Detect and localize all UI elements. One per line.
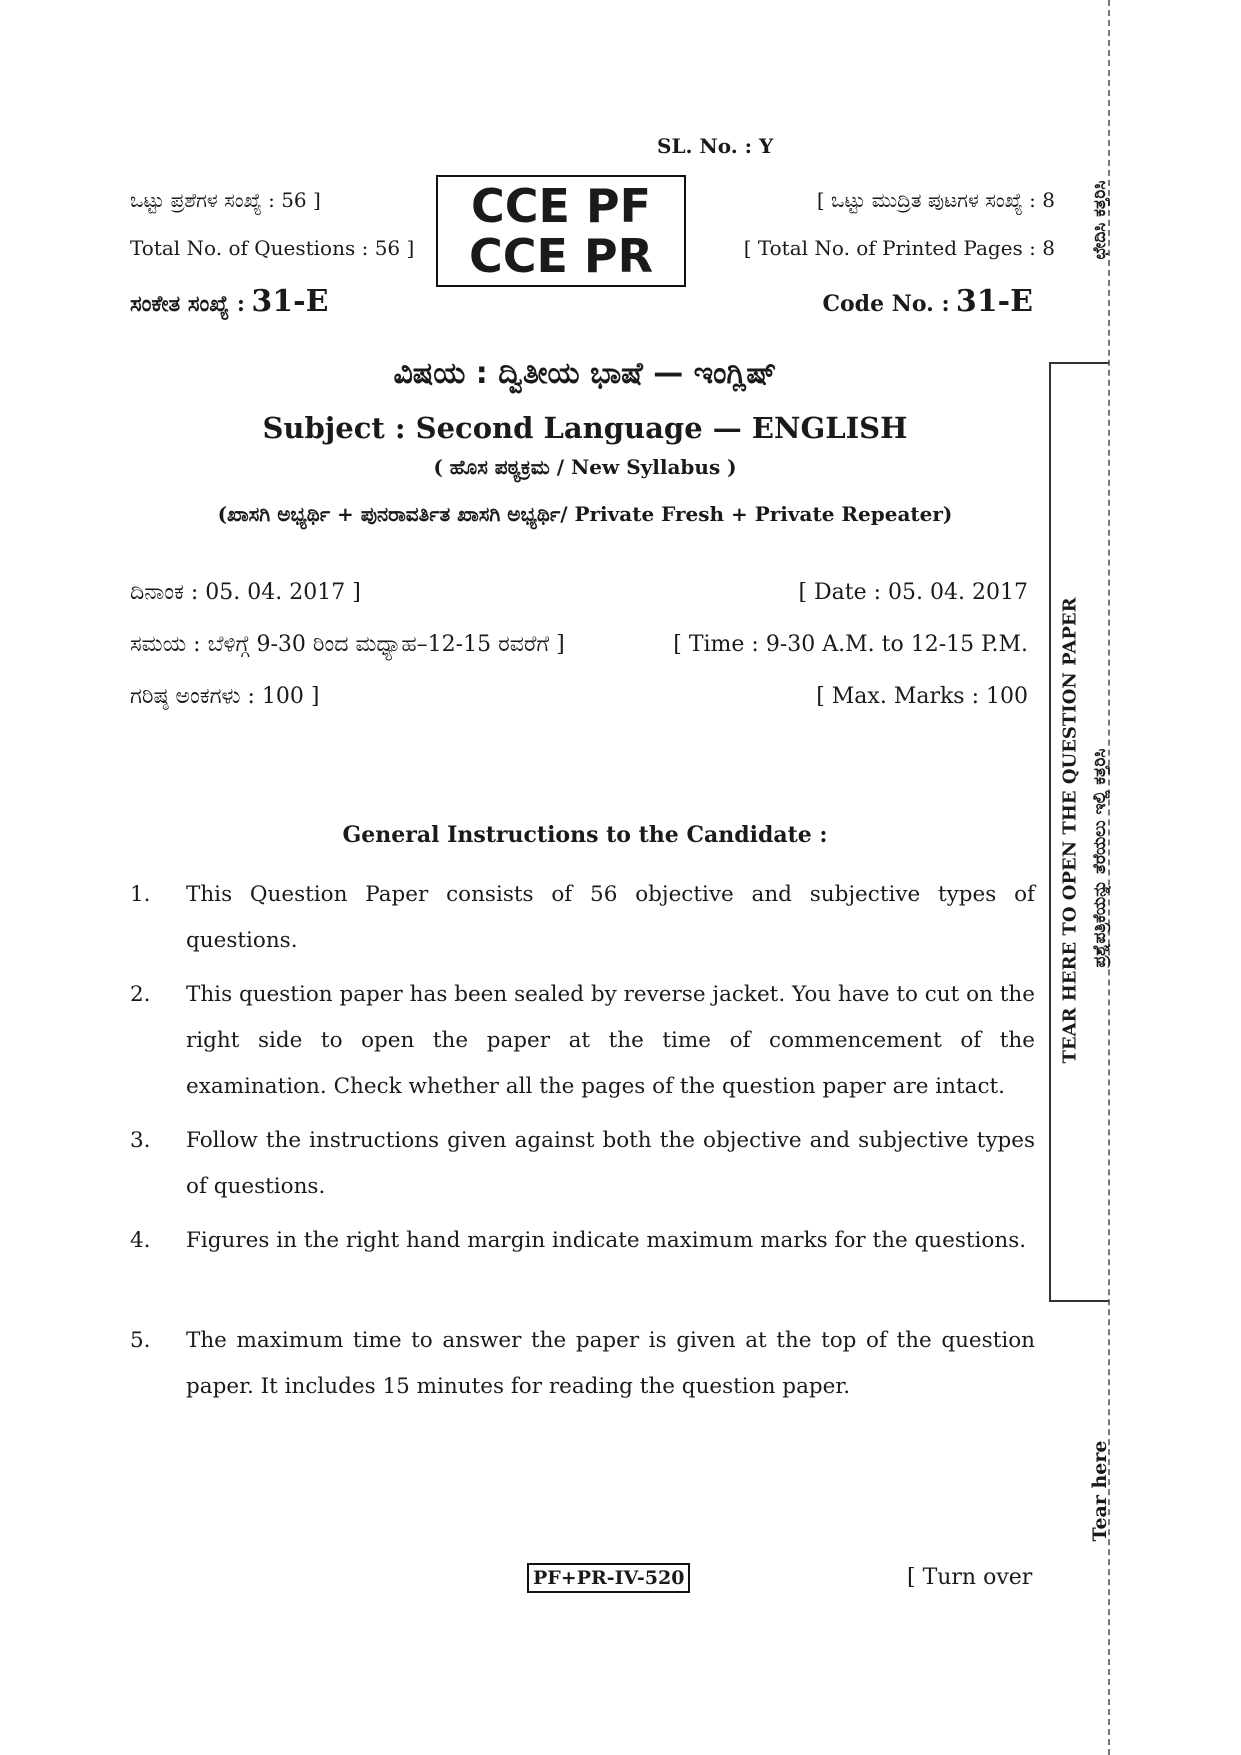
exam-time: [ Time : 9-30 A.M. to 12-15 P.M.	[673, 632, 1028, 657]
instruction-item	[130, 1318, 1035, 1410]
instruction-text: This question paper has been sealed by reverse jacket. You have to cut on the right side to open the paper at the time of commencement of the examination. Check whether all the pages of the question paper are intact.	[186, 982, 1035, 1099]
paper-code-pf: CCE PF	[470, 179, 652, 233]
instructions-title: General Instructions to the Candidate :	[342, 822, 828, 848]
candidate-type: (ಖಾಸಗಿ ಅಭ್ಯರ್ಥಿ + ಪುನರಾವರ್ತಿತ ಖಾಸಗಿ ಅಭ್ಯರ್ಥಿ/ Private Fresh + Private Repeater)	[217, 502, 953, 526]
code-number-kannada-value: 31-E	[251, 284, 329, 319]
tear-instruction-english: TEAR HERE TO OPEN THE QUESTION PAPER	[1059, 597, 1081, 1064]
serial-number: SL. No. : Y	[657, 134, 774, 158]
total-questions: Total No. of Questions : 56 ]	[130, 236, 415, 260]
subject-kannada: ವಿಷಯ : ದ್ವಿತೀಯ ಭಾಷೆ — ಇಂಗ್ಲಿಷ್	[393, 356, 777, 391]
instruction-number: 5.	[130, 1328, 151, 1353]
instruction-item	[130, 872, 1035, 964]
turn-over-note: [ Turn over	[907, 1565, 1033, 1590]
instruction-number: 2.	[130, 982, 151, 1007]
code-number-kannada-label: ಸಂಕೇತ ಸಂಖ್ಯೆ :	[130, 291, 246, 317]
instruction-text: Figures in the right hand margin indicate maximum marks for the questions.	[186, 1228, 1027, 1253]
marks-kannada: ಗರಿಷ್ಠ ಅಂಕಗಳು : 100 ]	[130, 684, 320, 709]
code-number	[823, 284, 1034, 319]
syllabus-note: ( ಹೊಸ ಪಠ್ಯಕ್ರಮ / New Syllabus )	[433, 455, 737, 479]
paper-code-box	[436, 175, 686, 287]
instruction-item	[130, 972, 1035, 1110]
instruction-text: This Question Paper consists of 56 objective and subjective types of questions.	[186, 882, 1035, 953]
tear-here-label: Tear here	[1089, 1440, 1111, 1542]
tear-instruction-kannada: ಪ್ರಶ್ನೆಪತ್ರಿಕೆಯನ್ನು ತೆರೆಯಲು ಇಲ್ಲಿ ಕತ್ತರಿಸಿ	[1090, 748, 1110, 968]
paper-footer-code: PF+PR-IV-520	[527, 1563, 690, 1593]
tear-label-kannada: ಛೇದಿಸಿ ಕತ್ತರಿಸಿ	[1090, 180, 1110, 260]
instruction-text: The maximum time to answer the paper is given at the top of the question paper. It includes 15 minutes for reading the question paper.	[186, 1328, 1035, 1399]
instruction-item	[130, 1118, 1035, 1210]
total-pages-kannada: [ ಒಟ್ಟು ಮುದ್ರಿತ ಪುಟಗಳ ಸಂಖ್ಯೆ : 8	[816, 188, 1055, 212]
instruction-number: 1.	[130, 882, 151, 907]
total-questions-kannada: ಒಟ್ಟು ಪ್ರಶೆಗಳ ಸಂಖ್ಯೆ : 56 ]	[130, 188, 321, 212]
instruction-item	[130, 1218, 1035, 1264]
paper-code-pr: CCE PR	[468, 229, 654, 283]
code-number-value: 31-E	[955, 284, 1033, 319]
instruction-number: 4.	[130, 1228, 151, 1253]
instruction-number: 3.	[130, 1128, 151, 1153]
code-number-kannada	[130, 284, 328, 319]
time-kannada: ಸಮಯ : ಬೆಳಿಗ್ಗೆ 9-30 ರಿಂದ ಮಧ್ಯಾಹ–12-15 ರವರೆಗೆ ]	[130, 632, 565, 657]
code-number-label: Code No. :	[822, 291, 950, 317]
date-kannada: ದಿನಾಂಕ : 05. 04. 2017 ]	[130, 580, 361, 605]
subject-title: Subject : Second Language — ENGLISH	[262, 411, 908, 445]
total-pages: [ Total No. of Printed Pages : 8	[743, 236, 1055, 260]
instruction-text: Follow the instructions given against both the objective and subjective types of questions.	[186, 1128, 1035, 1199]
exam-date: [ Date : 05. 04. 2017	[798, 580, 1028, 605]
max-marks: [ Max. Marks : 100	[816, 684, 1028, 709]
